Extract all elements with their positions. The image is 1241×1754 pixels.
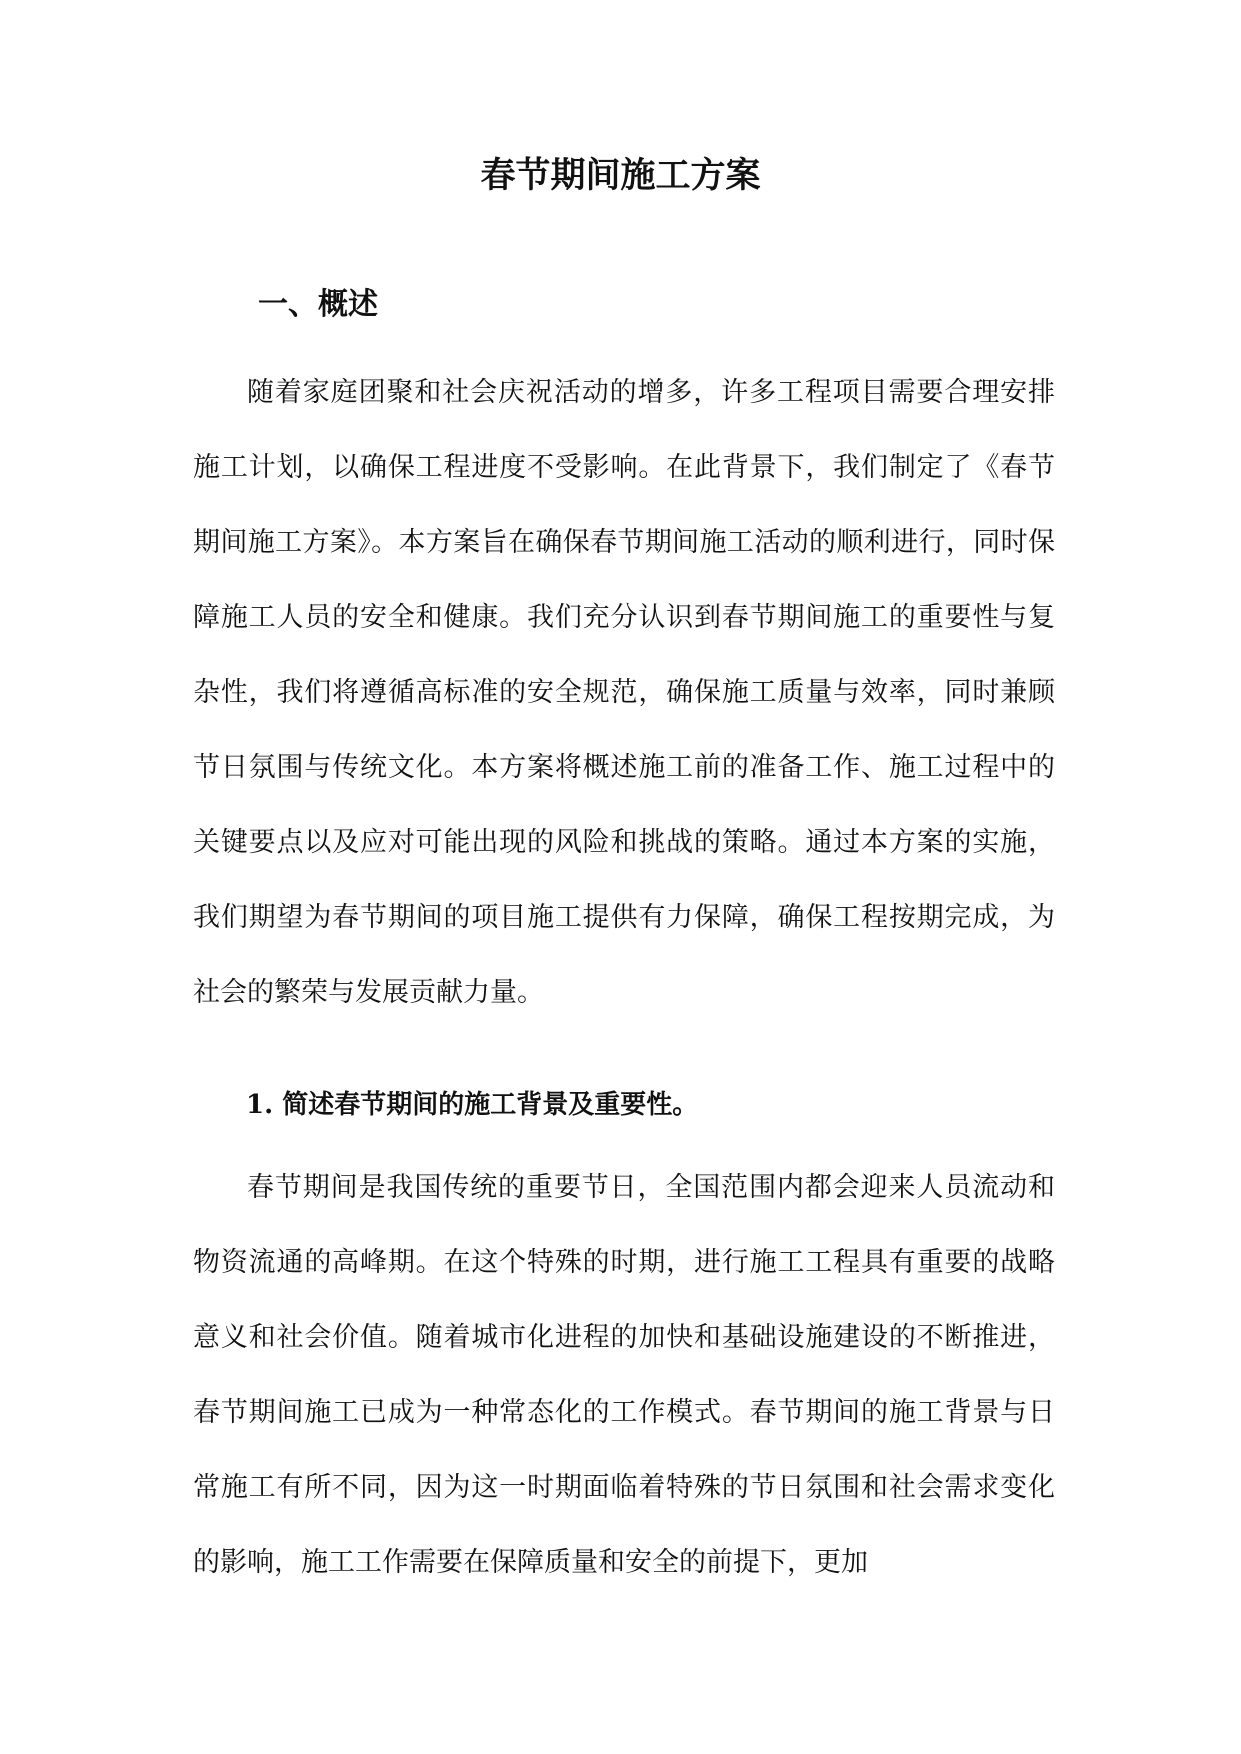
background-paragraph: 春节期间是我国传统的重要节日，全国范围内都会迎来人员流动和物资流通的高峰期。在这个特殊的时期，进行施工工程具有重要的战略意义和社会价值。随着城市化进程的加快和基础设施建设的不断推进，春节期间施工已成为一种常态化的工作模式。春节期间的施工背景与日常施工有所不同，因为这一时期面临着特殊的节日氛围和社会需求变化的影响，施工工作需要在保障质量和安全的前提下，更加 — [193, 1172, 1055, 1578]
overview-paragraph: 随着家庭团聚和社会庆祝活动的增多，许多工程项目需要合理安排施工计划，以确保工程进度不受影响。在此背景下，我们制定了《春节期间施工方案》。本方案旨在确保春节期间施工活动的顺利进行，同时保障施工人员的安全和健康。我们充分认识到春节期间施工的重要性与复杂性，我们将遵循高标准的安全规范，确保施工质量与效率，同时兼顾节日氛围与传统文化。本方案将概述施工前的准备工作、施工过程中的关键要点以及应对可能出现的风险和挑战的策略。通过本方案的实施，我们期望为春节期间的项目施工提供有力保障，确保工程按期完成，为社会的繁荣与发展贡献力量。 — [193, 377, 1055, 1008]
subsection-heading-background: 1. 简述春节期间的施工背景及重要性。 — [246, 1090, 699, 1120]
section-heading-overview: 一、概述 — [258, 287, 378, 322]
document-title: 春节期间施工方案 — [480, 155, 761, 196]
